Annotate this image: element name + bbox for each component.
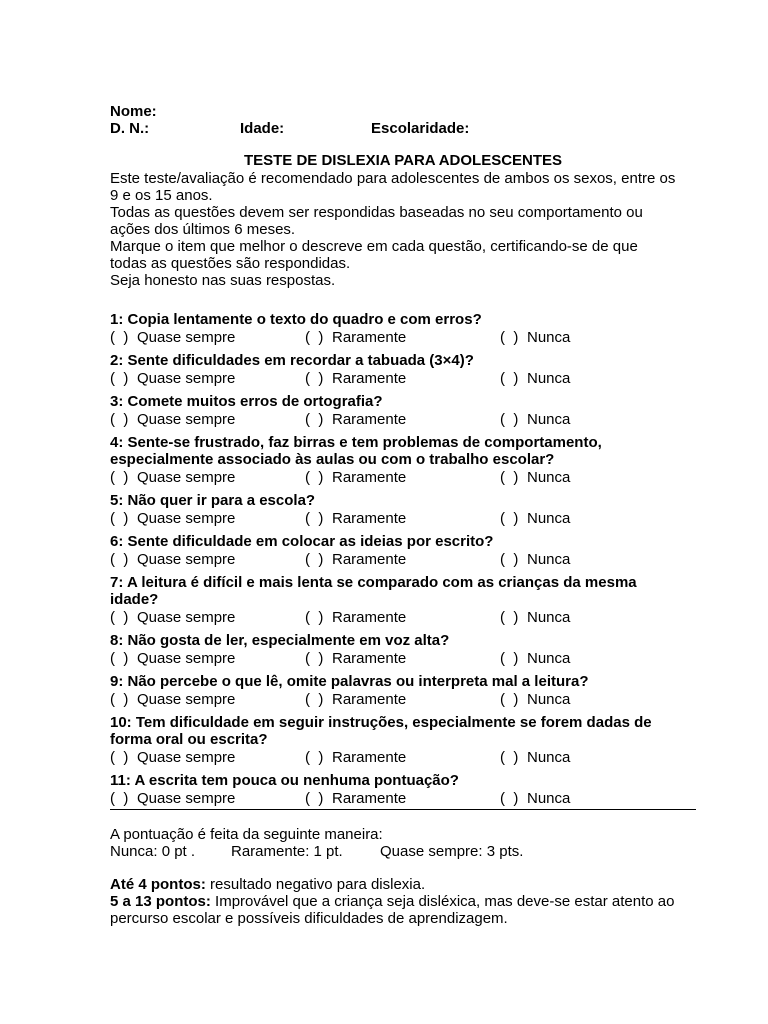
checkbox-parens[interactable]: ( ) [500, 749, 519, 766]
results-section [110, 876, 696, 927]
option-quase-sempre[interactable] [110, 509, 305, 529]
option-nunca[interactable] [500, 649, 570, 669]
option-label: Nunca [527, 609, 571, 626]
result-label: Até 4 pontos: [110, 876, 206, 893]
option-label: Nunca [527, 790, 571, 807]
question [110, 632, 696, 649]
checkbox-parens[interactable]: ( ) [500, 370, 519, 387]
intro-line: Seja honesto nas suas respostas. [110, 272, 336, 289]
checkbox-parens[interactable]: ( ) [500, 691, 519, 708]
question-text: 7: A leitura é difícil e mais lenta se comparado com as crianças da mesma [110, 574, 637, 591]
checkbox-parens[interactable]: ( ) [305, 551, 324, 568]
option-quase-sempre[interactable] [110, 789, 305, 809]
option-label: Quase sempre [137, 691, 236, 708]
checkbox-parens[interactable]: ( ) [500, 411, 519, 428]
checkbox-parens[interactable]: ( ) [305, 749, 324, 766]
checkbox-parens[interactable]: ( ) [500, 650, 519, 667]
option-nunca[interactable] [500, 468, 570, 488]
checkbox-parens[interactable]: ( ) [110, 609, 129, 626]
result-line [110, 876, 696, 893]
name-label: Nome: [110, 103, 157, 120]
option-label: Raramente [332, 551, 407, 568]
question-text: idade? [110, 591, 159, 608]
checkbox-parens[interactable]: ( ) [500, 609, 519, 626]
checkbox-parens[interactable]: ( ) [110, 370, 129, 387]
checkbox-parens[interactable]: ( ) [110, 790, 129, 807]
question-text: especialmente associado às aulas ou com o trabalho escolar? [110, 451, 555, 468]
option-raramente[interactable] [305, 789, 500, 809]
option-raramente[interactable] [305, 748, 500, 768]
option-raramente[interactable] [305, 468, 500, 488]
option-quase-sempre[interactable] [110, 369, 305, 389]
question [110, 311, 696, 328]
option-nunca[interactable] [500, 608, 570, 628]
option-label: Raramente [332, 411, 407, 428]
questions-list [110, 311, 696, 810]
option-label: Nunca [527, 510, 571, 527]
checkbox-parens[interactable]: ( ) [110, 551, 129, 568]
option-label: Quase sempre [137, 510, 236, 527]
option-nunca[interactable] [500, 550, 570, 570]
question-text: 2: Sente dificuldades em recordar a tabuada (3×4)? [110, 352, 474, 369]
option-label: Raramente [332, 609, 407, 626]
option-nunca[interactable] [500, 789, 570, 809]
school-label: Escolaridade: [371, 120, 470, 137]
question [110, 772, 696, 789]
answer-options [110, 690, 696, 710]
checkbox-parens[interactable]: ( ) [305, 790, 324, 807]
score-often: Quase sempre: 3 pts. [380, 843, 524, 860]
option-nunca[interactable] [500, 328, 570, 348]
question [110, 673, 696, 690]
answer-options [110, 509, 696, 529]
option-label: Nunca [527, 329, 571, 346]
scoring-intro: A pontuação é feita da seguinte maneira: [110, 826, 383, 843]
option-label: Nunca [527, 749, 571, 766]
option-label: Nunca [527, 691, 571, 708]
checkbox-parens[interactable]: ( ) [305, 329, 324, 346]
option-quase-sempre[interactable] [110, 410, 305, 430]
option-quase-sempre[interactable] [110, 468, 305, 488]
option-quase-sempre[interactable] [110, 550, 305, 570]
option-label: Quase sempre [137, 370, 236, 387]
intro-line: todas as questões são respondidas. [110, 255, 351, 272]
checkbox-parens[interactable]: ( ) [110, 691, 129, 708]
option-label: Quase sempre [137, 551, 236, 568]
question [110, 714, 696, 748]
option-label: Nunca [527, 650, 571, 667]
question [110, 492, 696, 509]
answer-options [110, 748, 696, 768]
checkbox-parens[interactable]: ( ) [305, 650, 324, 667]
question-text: 5: Não quer ir para a escola? [110, 492, 316, 509]
checkbox-parens[interactable]: ( ) [305, 609, 324, 626]
option-nunca[interactable] [500, 410, 570, 430]
question-text: 11: A escrita tem pouca ou nenhuma pontuação? [110, 772, 459, 789]
checkbox-parens[interactable]: ( ) [305, 510, 324, 527]
question-text: forma oral ou escrita? [110, 731, 268, 748]
option-label: Quase sempre [137, 650, 236, 667]
checkbox-parens[interactable]: ( ) [110, 469, 129, 486]
question-text: 9: Não percebe o que lê, omite palavras ou interpreta mal a leitura? [110, 673, 589, 690]
question-text: 6: Sente dificuldade em colocar as ideias por escrito? [110, 533, 494, 550]
option-raramente[interactable] [305, 690, 500, 710]
checkbox-parens[interactable]: ( ) [110, 510, 129, 527]
option-label: Raramente [332, 469, 407, 486]
intro-line: 9 e os 15 anos. [110, 187, 213, 204]
option-label: Raramente [332, 790, 407, 807]
intro-line: ações dos últimos 6 meses. [110, 221, 296, 238]
result-text: resultado negativo para dislexia. [205, 876, 426, 893]
question-text: 4: Sente-se frustrado, faz birras e tem problemas de comportamento, [110, 434, 602, 451]
checkbox-parens[interactable]: ( ) [500, 790, 519, 807]
checkbox-parens[interactable]: ( ) [500, 551, 519, 568]
option-nunca[interactable] [500, 690, 570, 710]
answer-options [110, 328, 696, 348]
question [110, 352, 696, 369]
option-nunca[interactable] [500, 748, 570, 768]
option-label: Quase sempre [137, 469, 236, 486]
checkbox-parens[interactable]: ( ) [305, 411, 324, 428]
option-raramente[interactable] [305, 369, 500, 389]
question-text: 1: Copia lentamente o texto do quadro e com erros? [110, 311, 482, 328]
score-never: Nunca: 0 pt . [110, 843, 196, 860]
result-line [110, 893, 696, 910]
age-label: Idade: [240, 120, 285, 137]
option-label: Nunca [527, 411, 571, 428]
intro [110, 170, 696, 289]
option-label: Raramente [332, 510, 407, 527]
checkbox-parens[interactable]: ( ) [305, 469, 324, 486]
document [110, 103, 696, 927]
answer-options [110, 468, 696, 488]
score-rarely: Raramente: 1 pt. [231, 843, 343, 860]
intro-line: Marque o item que melhor o descreve em cada questão, certificando-se de que [110, 238, 638, 255]
option-label: Nunca [527, 469, 571, 486]
checkbox-parens[interactable]: ( ) [500, 469, 519, 486]
scoring-line [110, 843, 696, 860]
option-label: Quase sempre [137, 411, 236, 428]
option-label: Nunca [527, 551, 571, 568]
option-quase-sempre[interactable] [110, 649, 305, 669]
checkbox-parens[interactable]: ( ) [110, 650, 129, 667]
option-raramente[interactable] [305, 328, 500, 348]
dn-label: D. N.: [110, 120, 150, 137]
option-label: Quase sempre [137, 609, 236, 626]
answer-options [110, 550, 696, 570]
option-quase-sempre[interactable] [110, 608, 305, 628]
result-continuation: percurso escolar e possíveis dificuldades de aprendizagem. [110, 910, 508, 927]
checkbox-parens[interactable]: ( ) [110, 411, 129, 428]
option-raramente[interactable] [305, 608, 500, 628]
scoring-section [110, 826, 696, 860]
option-label: Raramente [332, 650, 407, 667]
option-label: Raramente [332, 691, 407, 708]
answer-options [110, 369, 696, 389]
question-text: 10: Tem dificuldade em seguir instruções, especialmente se forem dadas de [110, 714, 652, 731]
intro-line: Este teste/avaliação é recomendado para adolescentes de ambos os sexos, entre os [110, 170, 676, 187]
option-raramente[interactable] [305, 550, 500, 570]
answer-options [110, 649, 696, 669]
option-label: Raramente [332, 370, 407, 387]
result-label: 5 a 13 pontos: [110, 893, 211, 910]
checkbox-parens[interactable]: ( ) [110, 749, 129, 766]
answer-options [110, 410, 696, 430]
option-quase-sempre[interactable] [110, 328, 305, 348]
answer-options [110, 789, 696, 810]
option-label: Nunca [527, 370, 571, 387]
option-quase-sempre[interactable] [110, 690, 305, 710]
intro-line: Todas as questões devem ser respondidas baseadas no seu comportamento ou [110, 204, 643, 221]
checkbox-parens[interactable]: ( ) [500, 329, 519, 346]
question [110, 393, 696, 410]
option-label: Quase sempre [137, 749, 236, 766]
answer-options [110, 608, 696, 628]
option-raramente[interactable] [305, 509, 500, 529]
option-raramente[interactable] [305, 649, 500, 669]
checkbox-parens[interactable]: ( ) [305, 691, 324, 708]
result-text: Improvável que a criança seja disléxica, mas deve-se estar atento ao [210, 893, 675, 910]
checkbox-parens[interactable]: ( ) [110, 329, 129, 346]
option-label: Raramente [332, 329, 407, 346]
checkbox-parens[interactable]: ( ) [305, 370, 324, 387]
option-quase-sempre[interactable] [110, 748, 305, 768]
option-nunca[interactable] [500, 509, 570, 529]
question [110, 574, 696, 608]
header-row [110, 120, 696, 137]
option-label: Raramente [332, 749, 407, 766]
option-label: Quase sempre [137, 790, 236, 807]
option-raramente[interactable] [305, 410, 500, 430]
question [110, 533, 696, 550]
question-text: 8: Não gosta de ler, especialmente em voz alta? [110, 632, 450, 649]
option-label: Quase sempre [137, 329, 236, 346]
question [110, 434, 696, 468]
option-nunca[interactable] [500, 369, 570, 389]
page-title: TESTE DE DISLEXIA PARA ADOLESCENTES [243, 152, 563, 169]
checkbox-parens[interactable]: ( ) [500, 510, 519, 527]
question-text: 3: Comete muitos erros de ortografia? [110, 393, 383, 410]
